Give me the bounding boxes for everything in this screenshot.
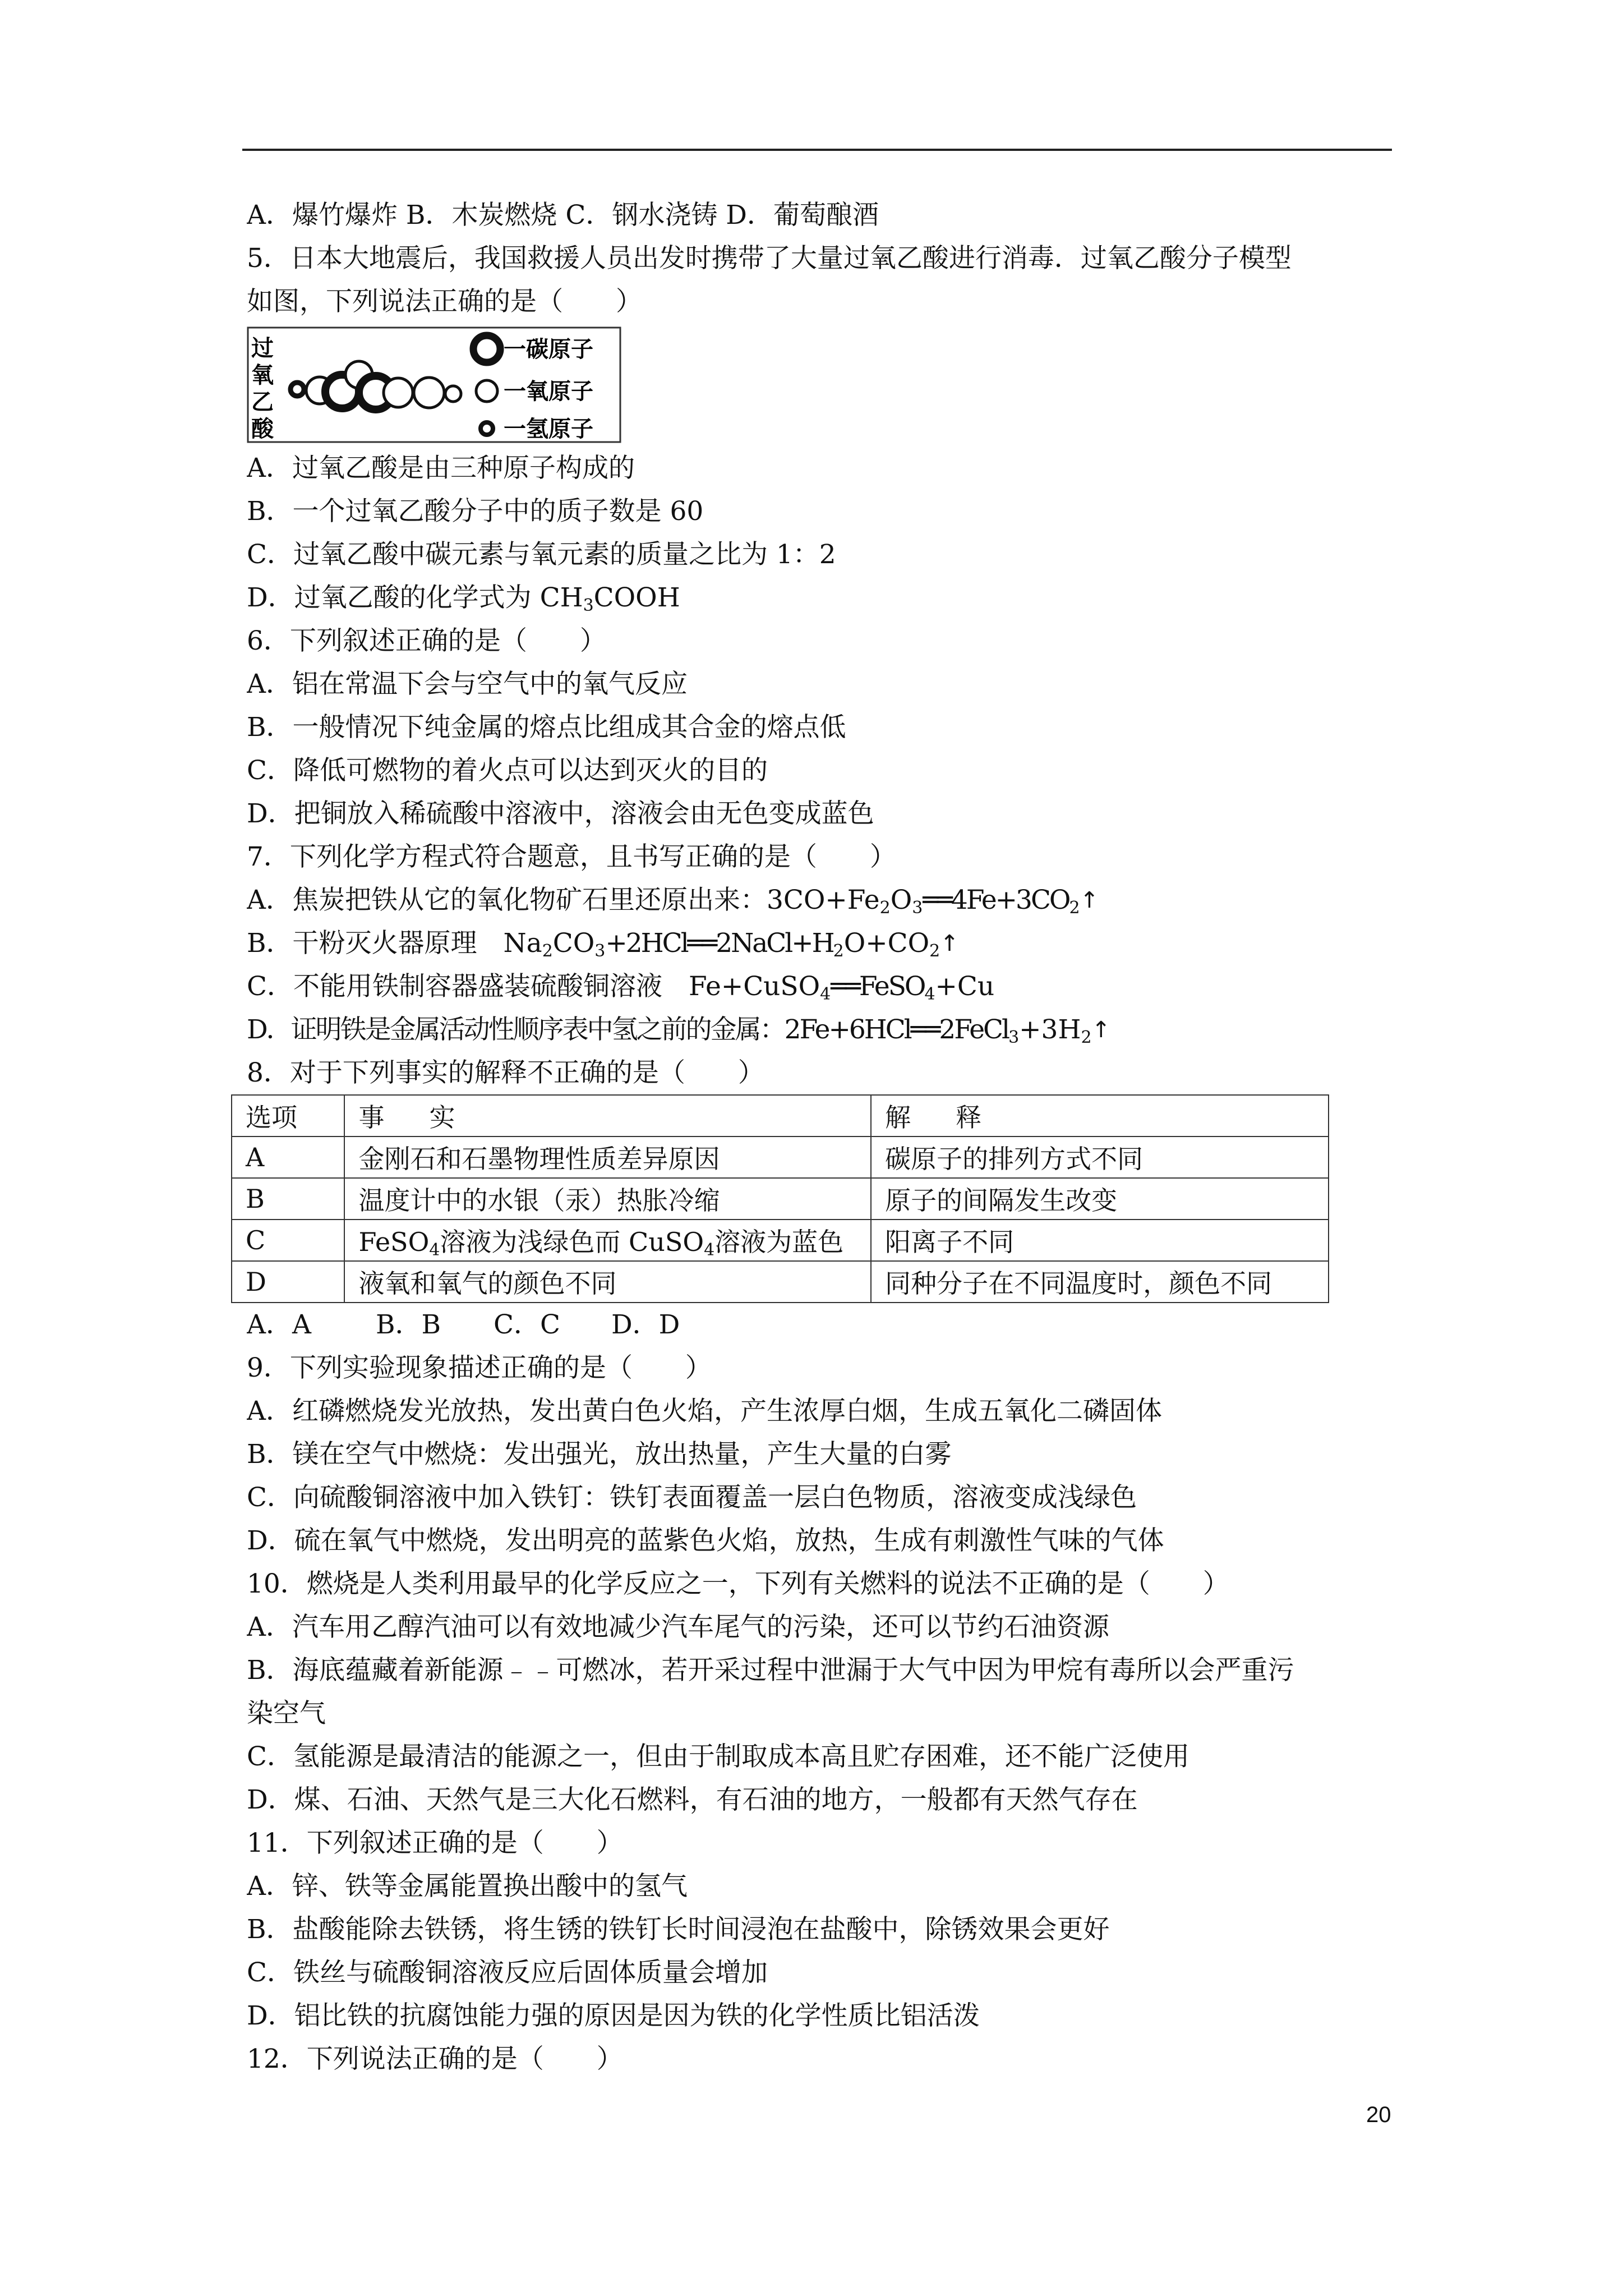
q9-stem: 9．下列实验现象描述正确的是（ ） xyxy=(247,1352,712,1383)
q6-option-d: D．把铜放入稀硫酸中溶液中，溶液会由无色变成蓝色 xyxy=(247,798,874,829)
table-row xyxy=(232,1137,1329,1178)
legend-hydrogen-icon xyxy=(481,422,493,435)
legend-hydrogen-label: 一氢原子 xyxy=(504,416,593,442)
table-cell-fact: 液氧和氧气的颜色不同 xyxy=(344,1261,871,1303)
atom-h-2 xyxy=(445,386,461,402)
table-header-option: 选项 xyxy=(232,1095,344,1137)
q8-options xyxy=(247,1303,1391,1346)
table-cell-explanation: 阳离子不同 xyxy=(871,1220,1329,1261)
page-number: 20 xyxy=(1366,2102,1391,2127)
q7-option-c: C．不能用铁制容器盛装硫酸铜溶液 Fe+CuSO$_4$══FeSO$_4$+Cu xyxy=(247,971,995,1004)
table-cell-fact: 温度计中的水银（汞）热胀冷缩 xyxy=(344,1178,871,1220)
q9-option-a: A．红磷燃烧发光放热，发出黄白色火焰，产生浓厚白烟，生成五氧化二磷固体 xyxy=(247,1396,1162,1427)
q5-option-a: A．过氧乙酸是由三种原子构成的 xyxy=(247,453,635,484)
table-cell-fact: 金刚石和石墨物理性质差异原因 xyxy=(344,1137,871,1178)
legend-oxygen-icon xyxy=(476,380,497,402)
q10-option-b-line1: B．海底蕴藏着新能源﹣﹣可燃冰，若开采过程中泄漏于大气中因为甲烷有毒所以会严重污 xyxy=(247,1655,1294,1686)
legend-carbon-icon xyxy=(473,335,500,362)
molecule-model-figure xyxy=(247,326,623,444)
atom-h-1 xyxy=(291,383,304,396)
q7-option-d: D．证明铁是金属活动性顺序表中氢之前的金属：$2Fe+6HCl══2FeCl_3+3H_2↑$ xyxy=(247,1008,1391,1051)
q10-stem: 10．燃烧是人类利用最早的化学反应之一，下列有关燃料的说法不正确的是（ ） xyxy=(247,1568,1229,1599)
figure-name-char-1: 过 xyxy=(251,335,274,361)
question-content xyxy=(247,194,1391,2081)
table-cell-fact: FeSO$_4$溶液为浅绿色而 CuSO$_4$溶液为蓝色 xyxy=(344,1220,871,1261)
table-header-row xyxy=(232,1095,1329,1137)
table-cell-explanation: 碳原子的排列方式不同 xyxy=(871,1137,1329,1178)
q11-option-a: A．锌、铁等金属能置换出酸中的氢气 xyxy=(247,1871,688,1902)
legend-carbon-label: 一碳原子 xyxy=(504,337,593,362)
q8-option-b: B．B xyxy=(376,1309,441,1340)
q8-stem: 8．对于下列事实的解释不正确的是（ ） xyxy=(247,1057,764,1088)
q10-option-b-line2: 染空气 xyxy=(247,1698,326,1729)
legend-oxygen-label: 一氧原子 xyxy=(504,379,593,404)
q7-stem: 7．下列化学方程式符合题意，且书写正确的是（ ） xyxy=(247,841,896,872)
q5-stem-line1: 5．日本大地震后，我国救援人员出发时携带了大量过氧乙酸进行消毒．过氧乙酸分子模型 xyxy=(247,243,1292,274)
q8-option-a: A．A xyxy=(247,1309,311,1340)
table-header-fact: 事实 xyxy=(344,1095,871,1137)
table-header-explanation: 解释 xyxy=(871,1095,1329,1137)
q11-option-c: C．铁丝与硫酸铜溶液反应后固体质量会增加 xyxy=(247,1957,768,1988)
q11-stem: 11．下列叙述正确的是（ ） xyxy=(247,1828,623,1858)
molecule-model-svg xyxy=(247,326,623,444)
atom-o-3 xyxy=(384,378,413,407)
q9-option-c: C．向硫酸铜溶液中加入铁钉：铁钉表面覆盖一层白色物质，溶液变成浅绿色 xyxy=(247,1482,1137,1513)
q8-option-c: C．C xyxy=(494,1309,560,1340)
q10-option-c: C．氢能源是最清洁的能源之一，但由于制取成本高且贮存困难，还不能广泛使用 xyxy=(247,1741,1189,1772)
q12-stem: 12．下列说法正确的是（ ） xyxy=(247,2044,623,2074)
figure-name-char-2: 氧 xyxy=(251,362,274,388)
gas-arrow-icon: ↑ xyxy=(1080,887,1099,913)
table-row xyxy=(232,1261,1329,1303)
q9-option-b: B．镁在空气中燃烧：发出强光，放出热量，产生大量的白雾 xyxy=(247,1439,952,1470)
header-rule xyxy=(242,149,1392,151)
q9-option-d: D．硫在氧气中燃烧，发出明亮的蓝紫色火焰，放热，生成有刺激性气味的气体 xyxy=(247,1525,1164,1556)
q5-option-b: B．一个过氧乙酸分子中的质子数是 60 xyxy=(247,496,704,527)
figure-name-char-3: 乙 xyxy=(251,389,274,415)
q8-option-d: D．D xyxy=(611,1309,680,1340)
q10-option-a: A．汽车用乙醇汽油可以有效地减少汽车尾气的污染，还可以节约石油资源 xyxy=(247,1612,1109,1642)
q11-option-b: B．盐酸能除去铁锈，将生锈的铁钉长时间浸泡在盐酸中，除锈效果会更好 xyxy=(247,1914,1110,1945)
atom-o-4 xyxy=(414,378,444,408)
q11-option-d: D．铝比铁的抗腐蚀能力强的原因是因为铁的化学性质比铝活泼 xyxy=(247,2000,980,2031)
table-cell-option: D xyxy=(232,1261,344,1303)
gas-arrow-icon: ↑ xyxy=(1091,1017,1111,1043)
q5-option-c: C．过氧乙酸中碳元素与氧元素的质量之比为 1：2 xyxy=(247,539,836,570)
q6-option-a: A．铝在常温下会与空气中的氧气反应 xyxy=(247,669,688,700)
q6-stem: 6．下列叙述正确的是（ ） xyxy=(247,625,606,656)
q6-option-b: B．一般情况下纯金属的熔点比组成其合金的熔点低 xyxy=(247,712,846,743)
table-cell-option: C xyxy=(232,1220,344,1261)
table-cell-explanation: 同种分子在不同温度时，颜色不同 xyxy=(871,1261,1329,1303)
q5-option-d: D．过氧乙酸的化学式为 $CH_3COOH$ xyxy=(247,582,680,615)
table-cell-option: B xyxy=(232,1178,344,1220)
table-cell-option: A xyxy=(232,1137,344,1178)
table-row xyxy=(232,1220,1329,1261)
q5-stem-line2: 如图，下列说法正确的是（ ） xyxy=(247,286,642,317)
table-cell-explanation: 原子的间隔发生改变 xyxy=(871,1178,1329,1220)
q7-option-a: A．焦炭把铁从它的氧化物矿石里还原出来：$3CO+Fe_2O_3══4Fe+3CO_2↑$ xyxy=(247,878,1391,922)
facts-table xyxy=(231,1094,1329,1303)
q7-option-b: B．干粉灭火器原理 $Na_2CO_3+2HCl══2NaCl+H_2O+CO_2↑$ xyxy=(247,922,1391,965)
q6-option-c: C．降低可燃物的着火点可以达到灭火的目的 xyxy=(247,755,768,786)
gas-arrow-icon: ↑ xyxy=(940,931,959,956)
table-row xyxy=(232,1178,1329,1220)
figure-name-char-4: 酸 xyxy=(251,416,274,442)
q10-option-d: D．煤、石油、天然气是三大化石燃料，有石油的地方，一般都有天然气存在 xyxy=(247,1784,1138,1815)
q4-options: A．爆竹爆炸 B．木炭燃烧 C．钢水浇铸 D．葡萄酿酒 xyxy=(247,200,879,231)
